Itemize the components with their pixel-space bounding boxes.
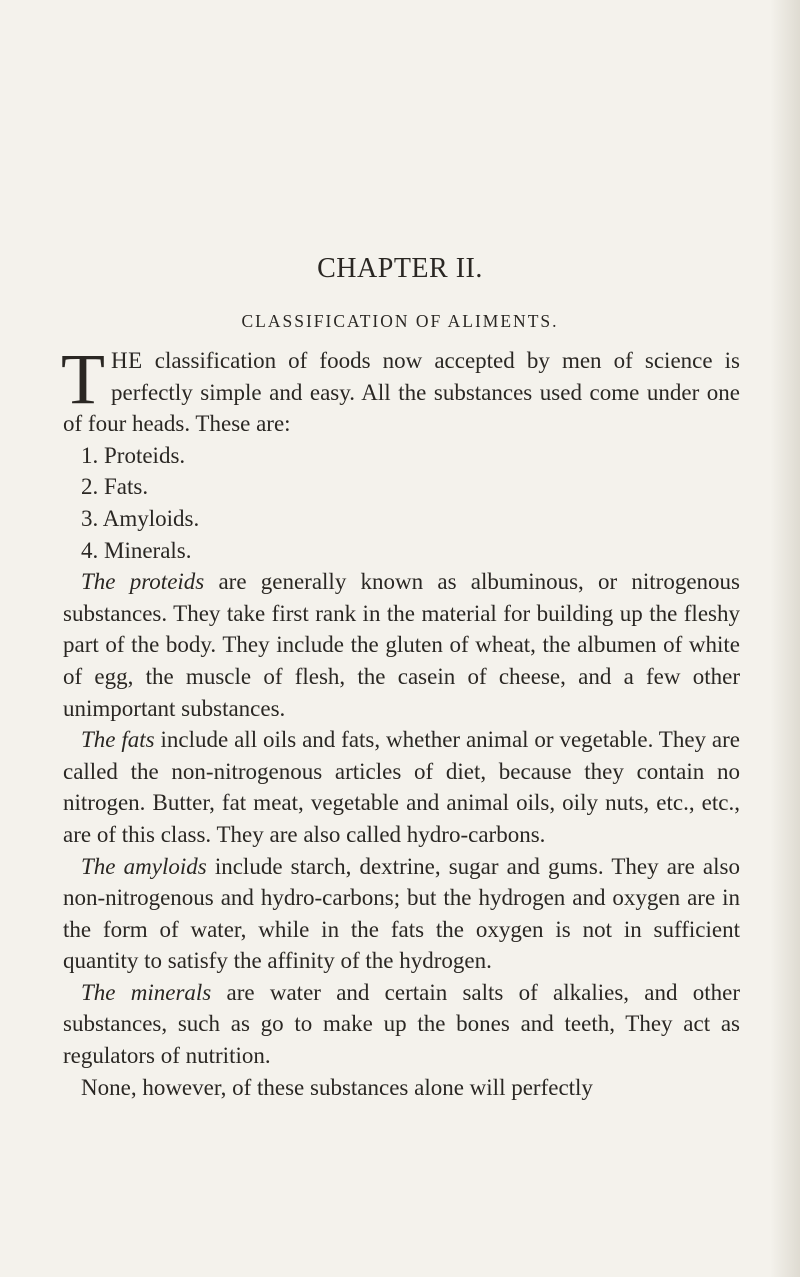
intro-paragraph	[61, 339, 740, 440]
minerals-paragraph	[63, 977, 740, 1072]
proteids-text: are generally known as albuminous, or nitrogenous substances. They take first rank in the material for building up the fleshy part of the body. They include the gluten of wheat, the albumen of white of egg, the muscle of flesh, the casein of cheese, and a few other unimportant substances.	[63, 569, 740, 721]
amyloids-text: include starch, dextrine, sugar and gums. They are also non-nitrogenous and hydro-carbons; but the hydrogen and oxygen are in the form of water, while in the fats the oxygen is not in sufficient quantity to satisfy the affinity of the hydrogen.	[63, 853, 740, 974]
proteids-term: The proteids	[81, 569, 205, 595]
closing-paragraph: None, however, of these substances alone will perfectly	[81, 1074, 593, 1100]
list-item: 4. Minerals.	[81, 537, 192, 563]
list-item: 1. Proteids.	[81, 442, 186, 468]
minerals-text: are water and certain salts of alkalies, and other substances, such as go to make up the bones and teeth, They act as regulators of nutrition.	[63, 979, 741, 1069]
list-item: 3. Amyloids.	[81, 505, 200, 531]
chapter-heading: CHAPTER II.	[317, 253, 483, 284]
amyloids-term: The amyloids	[81, 853, 207, 879]
intro-lead-word: HE	[110, 348, 143, 373]
chapter-body	[61, 339, 741, 1103]
proteids-paragraph	[63, 566, 740, 724]
chapter-subheading: CLASSIFICATION OF ALIMENTS.	[241, 311, 559, 331]
fats-paragraph	[63, 724, 740, 850]
fats-text: include all oils and fats, whether animal or vegetable. They are called the non-nitrogenous articles of diet, because they contain no nitrogen. Butter, fat meat, vegetable and animal oils, oily nuts, etc., etc., are of this class. They are also called hydro-carbons.	[63, 727, 741, 847]
page-edge-shadow	[770, 0, 800, 1277]
list-item: 2. Fats.	[81, 474, 149, 500]
amyloids-paragraph	[63, 851, 740, 977]
heads-list	[63, 440, 740, 566]
intro-text: classification of foods now accepted by men of science is perfectly simple and easy. All the substances used come under one of four heads. These are:	[63, 348, 740, 437]
drop-cap: T	[61, 339, 105, 419]
fats-term: The fats	[81, 727, 155, 753]
minerals-term: The minerals	[81, 979, 212, 1005]
